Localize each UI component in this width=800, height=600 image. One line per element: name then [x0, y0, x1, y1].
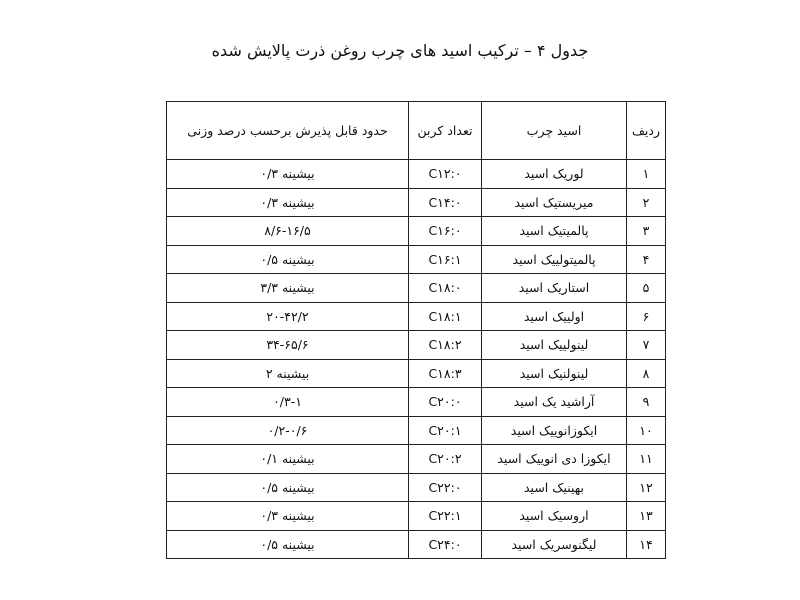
table-row	[167, 359, 666, 388]
row-number: ۸	[627, 359, 666, 388]
row-number: ۷	[627, 331, 666, 360]
acceptable-limit: ۲۰-۴۲/۲	[167, 302, 409, 331]
fatty-acid-name: پالمیتیک اسید	[482, 217, 627, 246]
fatty-acid-name: ایکوزا دی انوییک اسید	[482, 445, 627, 474]
acceptable-limit: بیشینه ۰/۳	[167, 188, 409, 217]
table-row	[167, 331, 666, 360]
table-row	[167, 188, 666, 217]
carbon-count: C۱۸:۱	[409, 302, 482, 331]
table-row	[167, 530, 666, 559]
row-number: ۱۲	[627, 473, 666, 502]
carbon-count: C۱۸:۳	[409, 359, 482, 388]
carbon-count: C۲۰:۱	[409, 416, 482, 445]
fatty-acid-name: لیگنوسریک اسید	[482, 530, 627, 559]
row-number: ۶	[627, 302, 666, 331]
row-number: ۳	[627, 217, 666, 246]
header-fatty-acid: اسید چرب	[482, 102, 627, 160]
fatty-acid-name: ایکوزانوییک اسید	[482, 416, 627, 445]
row-number: ۱۱	[627, 445, 666, 474]
header-row-number: ردیف	[627, 102, 666, 160]
fatty-acid-name: لینولنیک اسید	[482, 359, 627, 388]
carbon-count: C۲۰:۲	[409, 445, 482, 474]
header-carbon-count: تعداد کربن	[409, 102, 482, 160]
acceptable-limit: بیشینه ۰/۵	[167, 245, 409, 274]
fatty-acid-name: میریستیک اسید	[482, 188, 627, 217]
table-body	[167, 160, 666, 559]
fatty-acid-name: اولییک اسید	[482, 302, 627, 331]
fatty-acid-name: لینولییک اسید	[482, 331, 627, 360]
table-row	[167, 274, 666, 303]
carbon-count: C۱۶:۱	[409, 245, 482, 274]
row-number: ۴	[627, 245, 666, 274]
table-row	[167, 473, 666, 502]
fatty-acid-name: آراشید یک اسید	[482, 388, 627, 417]
row-number: ۱۰	[627, 416, 666, 445]
table-header-row	[167, 102, 666, 160]
acceptable-limit: بیشینه ۰/۳	[167, 160, 409, 189]
fatty-acid-name: لوریک اسید	[482, 160, 627, 189]
header-limit: حدود قابل پذیرش برحسب درصد وزنی	[167, 102, 409, 160]
carbon-count: C۲۲:۰	[409, 473, 482, 502]
table-row	[167, 217, 666, 246]
table-caption: جدول ۴ – ترکیب اسید های چرب روغن ذرت پالایش شده	[211, 41, 589, 60]
acceptable-limit: بیشینه ۳/۳	[167, 274, 409, 303]
table-row	[167, 388, 666, 417]
row-number: ۹	[627, 388, 666, 417]
table-row	[167, 416, 666, 445]
fatty-acid-table	[166, 101, 666, 559]
carbon-count: C۲۴:۰	[409, 530, 482, 559]
row-number: ۱۳	[627, 502, 666, 531]
fatty-acid-name: اروسیک اسید	[482, 502, 627, 531]
acceptable-limit: ۸/۶-۱۶/۵	[167, 217, 409, 246]
fatty-acid-name: بهینیک اسید	[482, 473, 627, 502]
acceptable-limit: بیشینه ۲	[167, 359, 409, 388]
acceptable-limit: بیشینه ۰/۳	[167, 502, 409, 531]
acceptable-limit: بیشینه ۰/۵	[167, 530, 409, 559]
acceptable-limit: بیشینه ۰/۵	[167, 473, 409, 502]
acceptable-limit: بیشینه ۰/۱	[167, 445, 409, 474]
carbon-count: C۲۲:۱	[409, 502, 482, 531]
row-number: ۲	[627, 188, 666, 217]
row-number: ۱	[627, 160, 666, 189]
acceptable-limit: ۰/۳-۱	[167, 388, 409, 417]
carbon-count: C۱۸:۰	[409, 274, 482, 303]
row-number: ۱۴	[627, 530, 666, 559]
table-row	[167, 445, 666, 474]
table-row	[167, 302, 666, 331]
table-row	[167, 160, 666, 189]
acceptable-limit: ۰/۲-۰/۶	[167, 416, 409, 445]
fatty-acid-name: استاریک اسید	[482, 274, 627, 303]
row-number: ۵	[627, 274, 666, 303]
fatty-acid-name: پالمیتولییک اسید	[482, 245, 627, 274]
carbon-count: C۲۰:۰	[409, 388, 482, 417]
carbon-count: C۱۴:۰	[409, 188, 482, 217]
carbon-count: C۱۲:۰	[409, 160, 482, 189]
acceptable-limit: ۳۴-۶۵/۶	[167, 331, 409, 360]
table-row	[167, 245, 666, 274]
carbon-count: C۱۶:۰	[409, 217, 482, 246]
carbon-count: C۱۸:۲	[409, 331, 482, 360]
table-row	[167, 502, 666, 531]
